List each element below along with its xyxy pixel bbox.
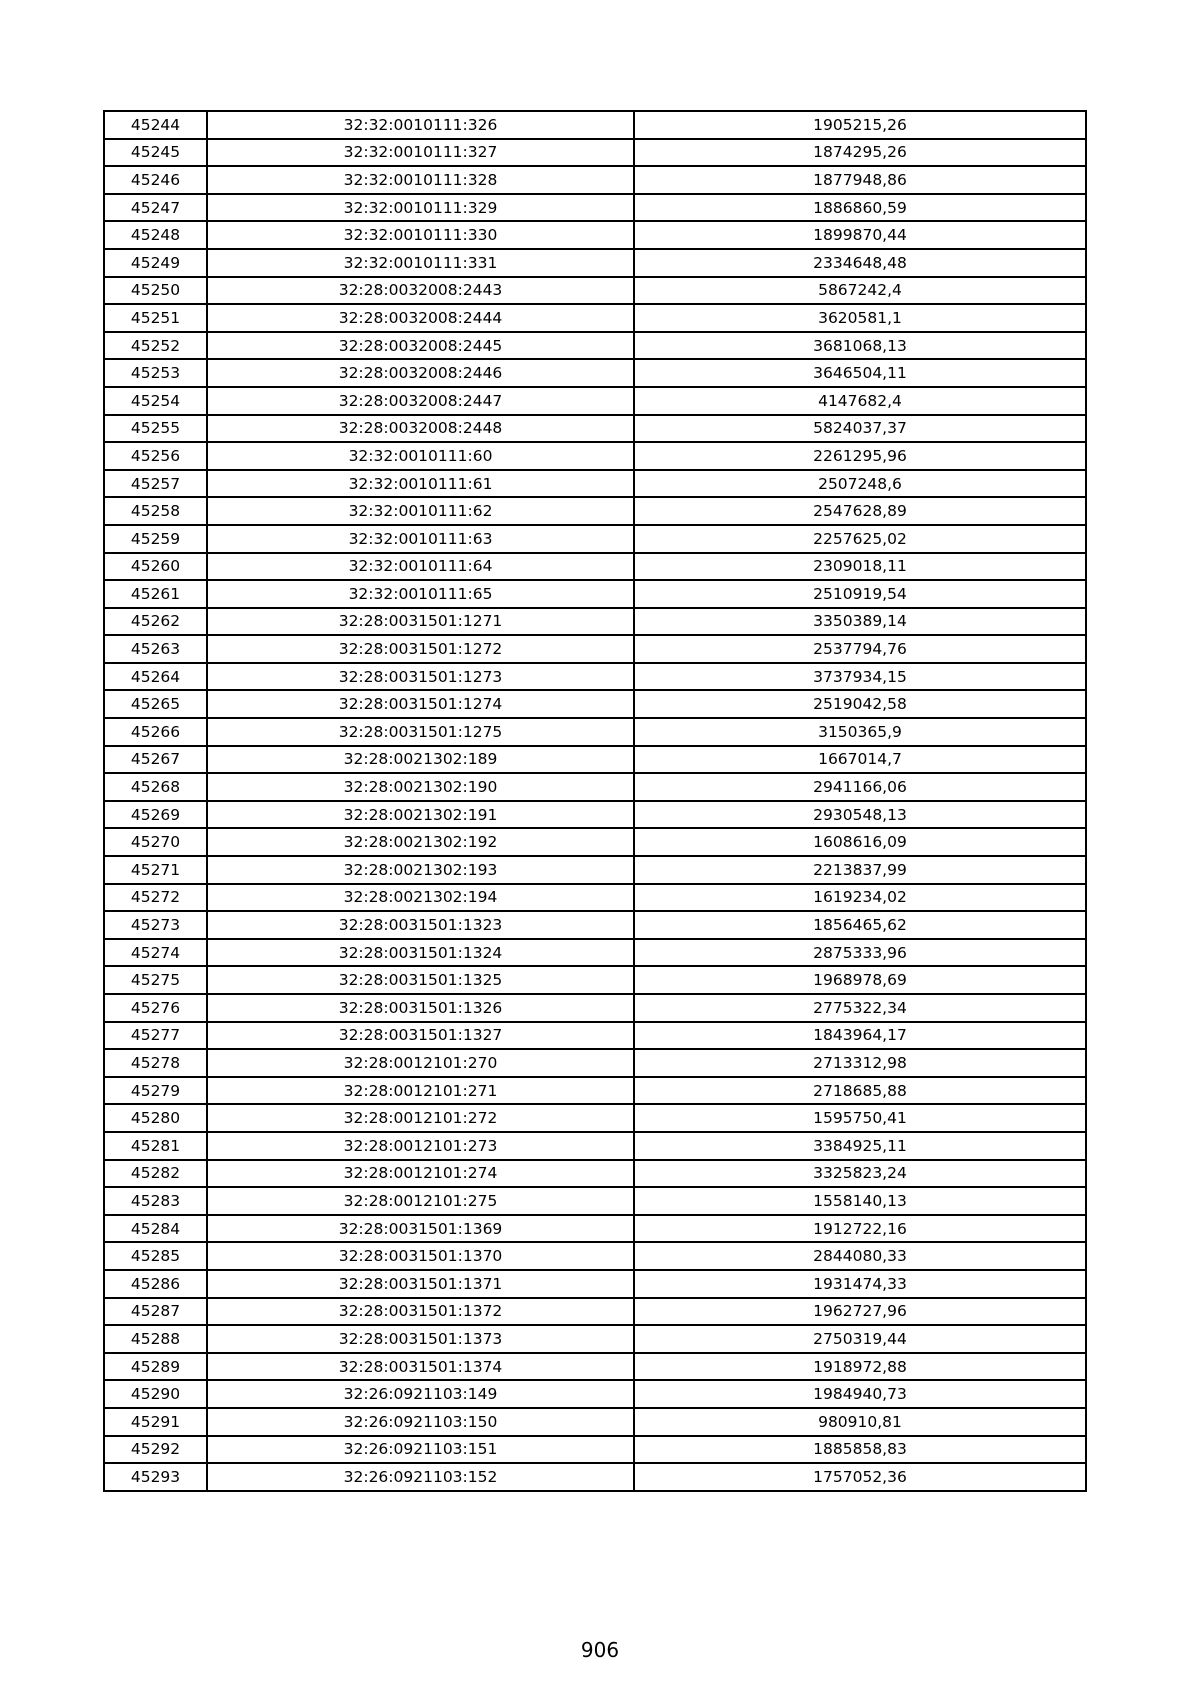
- row-number-cell: 45245: [104, 139, 207, 167]
- row-number-cell: 45281: [104, 1132, 207, 1160]
- table-row: [104, 1380, 1086, 1408]
- row-number-cell: 45282: [104, 1160, 207, 1188]
- table-row: [104, 828, 1086, 856]
- row-number-cell: 45275: [104, 966, 207, 994]
- cadastral-number-cell: 32:28:0012101:270: [207, 1049, 634, 1077]
- cadastral-value-cell: 2713312,98: [634, 1049, 1086, 1077]
- cadastral-number-cell: 32:32:0010111:330: [207, 221, 634, 249]
- row-number-cell: 45258: [104, 497, 207, 525]
- table-row: [104, 1187, 1086, 1215]
- cadastral-value-cell: 1877948,86: [634, 166, 1086, 194]
- table-row: [104, 111, 1086, 139]
- table-row: [104, 277, 1086, 305]
- cadastral-value-cell: 1874295,26: [634, 139, 1086, 167]
- cadastral-number-cell: 32:28:0031501:1275: [207, 718, 634, 746]
- cadastral-value-cell: 2547628,89: [634, 497, 1086, 525]
- table-row: [104, 304, 1086, 332]
- table-row: [104, 801, 1086, 829]
- cadastral-number-cell: 32:28:0032008:2444: [207, 304, 634, 332]
- cadastral-value-cell: 2257625,02: [634, 525, 1086, 553]
- row-number-cell: 45276: [104, 994, 207, 1022]
- cadastral-value-cell: 2718685,88: [634, 1077, 1086, 1105]
- cadastral-value-cell: 2510919,54: [634, 580, 1086, 608]
- cadastral-value-cell: 1905215,26: [634, 111, 1086, 139]
- cadastral-number-cell: 32:28:0031501:1272: [207, 635, 634, 663]
- cadastral-number-cell: 32:26:0921103:150: [207, 1408, 634, 1436]
- cadastral-number-cell: 32:28:0012101:271: [207, 1077, 634, 1105]
- row-number-cell: 45252: [104, 332, 207, 360]
- table-body: [104, 111, 1086, 1491]
- row-number-cell: 45287: [104, 1298, 207, 1326]
- cadastral-number-cell: 32:28:0031501:1370: [207, 1242, 634, 1270]
- cadastral-number-cell: 32:28:0032008:2448: [207, 415, 634, 443]
- row-number-cell: 45272: [104, 884, 207, 912]
- row-number-cell: 45259: [104, 525, 207, 553]
- table-row: [104, 994, 1086, 1022]
- table-row: [104, 332, 1086, 360]
- row-number-cell: 45286: [104, 1270, 207, 1298]
- cadastral-value-cell: 1619234,02: [634, 884, 1086, 912]
- cadastral-number-cell: 32:28:0021302:193: [207, 856, 634, 884]
- cadastral-number-cell: 32:28:0032008:2447: [207, 387, 634, 415]
- row-number-cell: 45244: [104, 111, 207, 139]
- table-row: [104, 1325, 1086, 1353]
- table-row: [104, 773, 1086, 801]
- table-row: [104, 856, 1086, 884]
- row-number-cell: 45253: [104, 359, 207, 387]
- cadastral-value-cell: 3384925,11: [634, 1132, 1086, 1160]
- table-row: [104, 1215, 1086, 1243]
- row-number-cell: 45292: [104, 1436, 207, 1464]
- cadastral-number-cell: 32:28:0032008:2445: [207, 332, 634, 360]
- cadastral-value-cell: 1912722,16: [634, 1215, 1086, 1243]
- cadastral-value-cell: 2507248,6: [634, 470, 1086, 498]
- cadastral-number-cell: 32:28:0021302:190: [207, 773, 634, 801]
- cadastral-value-cell: 1843964,17: [634, 1022, 1086, 1050]
- cadastral-number-cell: 32:28:0012101:275: [207, 1187, 634, 1215]
- cadastral-value-cell: 1608616,09: [634, 828, 1086, 856]
- row-number-cell: 45274: [104, 939, 207, 967]
- cadastral-number-cell: 32:32:0010111:62: [207, 497, 634, 525]
- row-number-cell: 45279: [104, 1077, 207, 1105]
- cadastral-value-cell: 5824037,37: [634, 415, 1086, 443]
- cadastral-value-cell: 1968978,69: [634, 966, 1086, 994]
- cadastral-number-cell: 32:32:0010111:326: [207, 111, 634, 139]
- row-number-cell: 45285: [104, 1242, 207, 1270]
- table-row: [104, 1104, 1086, 1132]
- table-row: [104, 1270, 1086, 1298]
- table-row: [104, 194, 1086, 222]
- table-row: [104, 1077, 1086, 1105]
- cadastral-number-cell: 32:28:0012101:273: [207, 1132, 634, 1160]
- cadastral-value-cell: 2750319,44: [634, 1325, 1086, 1353]
- row-number-cell: 45263: [104, 635, 207, 663]
- cadastral-value-cell: 1931474,33: [634, 1270, 1086, 1298]
- table-row: [104, 690, 1086, 718]
- table-row: [104, 718, 1086, 746]
- cadastral-value-cell: 3325823,24: [634, 1160, 1086, 1188]
- cadastral-number-cell: 32:28:0021302:194: [207, 884, 634, 912]
- table-row: [104, 359, 1086, 387]
- cadastral-number-cell: 32:28:0031501:1325: [207, 966, 634, 994]
- cadastral-value-cell: 2334648,48: [634, 249, 1086, 277]
- table-row: [104, 553, 1086, 581]
- cadastral-number-cell: 32:26:0921103:152: [207, 1463, 634, 1491]
- cadastral-value-cell: 1558140,13: [634, 1187, 1086, 1215]
- table-row: [104, 663, 1086, 691]
- table-row: [104, 1242, 1086, 1270]
- cadastral-number-cell: 32:28:0031501:1372: [207, 1298, 634, 1326]
- cadastral-number-cell: 32:28:0031501:1274: [207, 690, 634, 718]
- row-number-cell: 45261: [104, 580, 207, 608]
- cadastral-number-cell: 32:32:0010111:65: [207, 580, 634, 608]
- cadastral-number-cell: 32:26:0921103:151: [207, 1436, 634, 1464]
- row-number-cell: 45250: [104, 277, 207, 305]
- table-row: [104, 1436, 1086, 1464]
- table-row: [104, 1298, 1086, 1326]
- cadastral-value-cell: 2519042,58: [634, 690, 1086, 718]
- cadastral-value-cell: 2775322,34: [634, 994, 1086, 1022]
- cadastral-value-cell: 2875333,96: [634, 939, 1086, 967]
- table-row: [104, 1022, 1086, 1050]
- cadastral-value-cell: 2261295,96: [634, 442, 1086, 470]
- row-number-cell: 45267: [104, 746, 207, 774]
- cadastral-number-cell: 32:32:0010111:63: [207, 525, 634, 553]
- table-row: [104, 442, 1086, 470]
- row-number-cell: 45256: [104, 442, 207, 470]
- cadastral-number-cell: 32:28:0031501:1371: [207, 1270, 634, 1298]
- row-number-cell: 45269: [104, 801, 207, 829]
- table-row: [104, 1408, 1086, 1436]
- cadastral-value-cell: 3150365,9: [634, 718, 1086, 746]
- cadastral-value-cell: 1885858,83: [634, 1436, 1086, 1464]
- table-row: [104, 249, 1086, 277]
- table-row: [104, 746, 1086, 774]
- row-number-cell: 45255: [104, 415, 207, 443]
- table-row: [104, 470, 1086, 498]
- table-row: [104, 1132, 1086, 1160]
- cadastral-value-cell: 3737934,15: [634, 663, 1086, 691]
- row-number-cell: 45265: [104, 690, 207, 718]
- cadastral-number-cell: 32:28:0031501:1271: [207, 608, 634, 636]
- cadastral-value-cell: 2844080,33: [634, 1242, 1086, 1270]
- table-row: [104, 166, 1086, 194]
- row-number-cell: 45268: [104, 773, 207, 801]
- row-number-cell: 45246: [104, 166, 207, 194]
- cadastral-number-cell: 32:28:0012101:274: [207, 1160, 634, 1188]
- row-number-cell: 45247: [104, 194, 207, 222]
- row-number-cell: 45264: [104, 663, 207, 691]
- row-number-cell: 45278: [104, 1049, 207, 1077]
- row-number-cell: 45291: [104, 1408, 207, 1436]
- cadastral-value-cell: 1667014,7: [634, 746, 1086, 774]
- table-row: [104, 580, 1086, 608]
- cadastral-number-cell: 32:28:0031501:1324: [207, 939, 634, 967]
- cadastral-value-cell: 1856465,62: [634, 911, 1086, 939]
- row-number-cell: 45270: [104, 828, 207, 856]
- row-number-cell: 45248: [104, 221, 207, 249]
- table-row: [104, 1160, 1086, 1188]
- cadastral-value-cell: 2213837,99: [634, 856, 1086, 884]
- table-row: [104, 387, 1086, 415]
- cadastral-value-cell: 2537794,76: [634, 635, 1086, 663]
- row-number-cell: 45273: [104, 911, 207, 939]
- page-number: 906: [580, 1638, 620, 1662]
- cadastral-number-cell: 32:28:0031501:1369: [207, 1215, 634, 1243]
- cadastral-number-cell: 32:28:0012101:272: [207, 1104, 634, 1132]
- cadastral-value-cell: 1595750,41: [634, 1104, 1086, 1132]
- cadastral-value-table: [103, 110, 1087, 1492]
- row-number-cell: 45283: [104, 1187, 207, 1215]
- table-row: [104, 139, 1086, 167]
- row-number-cell: 45284: [104, 1215, 207, 1243]
- row-number-cell: 45289: [104, 1353, 207, 1381]
- cadastral-number-cell: 32:28:0031501:1323: [207, 911, 634, 939]
- table-row: [104, 1463, 1086, 1491]
- cadastral-value-cell: 2309018,11: [634, 553, 1086, 581]
- table-row: [104, 635, 1086, 663]
- cadastral-value-cell: 1918972,88: [634, 1353, 1086, 1381]
- table-row: [104, 497, 1086, 525]
- cadastral-number-cell: 32:28:0021302:189: [207, 746, 634, 774]
- row-number-cell: 45251: [104, 304, 207, 332]
- cadastral-value-cell: 1886860,59: [634, 194, 1086, 222]
- cadastral-number-cell: 32:26:0921103:149: [207, 1380, 634, 1408]
- cadastral-number-cell: 32:32:0010111:60: [207, 442, 634, 470]
- cadastral-number-cell: 32:28:0021302:191: [207, 801, 634, 829]
- row-number-cell: 45249: [104, 249, 207, 277]
- cadastral-number-cell: 32:32:0010111:64: [207, 553, 634, 581]
- cadastral-number-cell: 32:28:0031501:1327: [207, 1022, 634, 1050]
- table-row: [104, 966, 1086, 994]
- table-row: [104, 608, 1086, 636]
- cadastral-value-cell: 3681068,13: [634, 332, 1086, 360]
- cadastral-number-cell: 32:32:0010111:327: [207, 139, 634, 167]
- cadastral-value-cell: 2941166,06: [634, 773, 1086, 801]
- row-number-cell: 45262: [104, 608, 207, 636]
- row-number-cell: 45260: [104, 553, 207, 581]
- cadastral-value-cell: 3620581,1: [634, 304, 1086, 332]
- row-number-cell: 45277: [104, 1022, 207, 1050]
- cadastral-number-cell: 32:28:0031501:1326: [207, 994, 634, 1022]
- cadastral-number-cell: 32:32:0010111:61: [207, 470, 634, 498]
- table-row: [104, 911, 1086, 939]
- row-number-cell: 45280: [104, 1104, 207, 1132]
- table-row: [104, 939, 1086, 967]
- row-number-cell: 45293: [104, 1463, 207, 1491]
- table-row: [104, 415, 1086, 443]
- cadastral-number-cell: 32:28:0032008:2446: [207, 359, 634, 387]
- cadastral-number-cell: 32:32:0010111:331: [207, 249, 634, 277]
- row-number-cell: 45254: [104, 387, 207, 415]
- cadastral-number-cell: 32:32:0010111:329: [207, 194, 634, 222]
- table-row: [104, 1049, 1086, 1077]
- table-row: [104, 221, 1086, 249]
- cadastral-value-cell: 3646504,11: [634, 359, 1086, 387]
- cadastral-value-cell: 1899870,44: [634, 221, 1086, 249]
- cadastral-number-cell: 32:28:0031501:1373: [207, 1325, 634, 1353]
- cadastral-value-cell: 4147682,4: [634, 387, 1086, 415]
- cadastral-value-cell: 3350389,14: [634, 608, 1086, 636]
- cadastral-value-cell: 5867242,4: [634, 277, 1086, 305]
- row-number-cell: 45290: [104, 1380, 207, 1408]
- row-number-cell: 45271: [104, 856, 207, 884]
- cadastral-value-cell: 1984940,73: [634, 1380, 1086, 1408]
- cadastral-number-cell: 32:28:0031501:1273: [207, 663, 634, 691]
- cadastral-value-cell: 980910,81: [634, 1408, 1086, 1436]
- row-number-cell: 45288: [104, 1325, 207, 1353]
- table-row: [104, 525, 1086, 553]
- table-row: [104, 1353, 1086, 1381]
- cadastral-value-cell: 1962727,96: [634, 1298, 1086, 1326]
- row-number-cell: 45257: [104, 470, 207, 498]
- cadastral-number-cell: 32:28:0031501:1374: [207, 1353, 634, 1381]
- cadastral-number-cell: 32:28:0032008:2443: [207, 277, 634, 305]
- cadastral-value-cell: 2930548,13: [634, 801, 1086, 829]
- row-number-cell: 45266: [104, 718, 207, 746]
- cadastral-number-cell: 32:28:0021302:192: [207, 828, 634, 856]
- cadastral-value-cell: 1757052,36: [634, 1463, 1086, 1491]
- cadastral-number-cell: 32:32:0010111:328: [207, 166, 634, 194]
- table-row: [104, 884, 1086, 912]
